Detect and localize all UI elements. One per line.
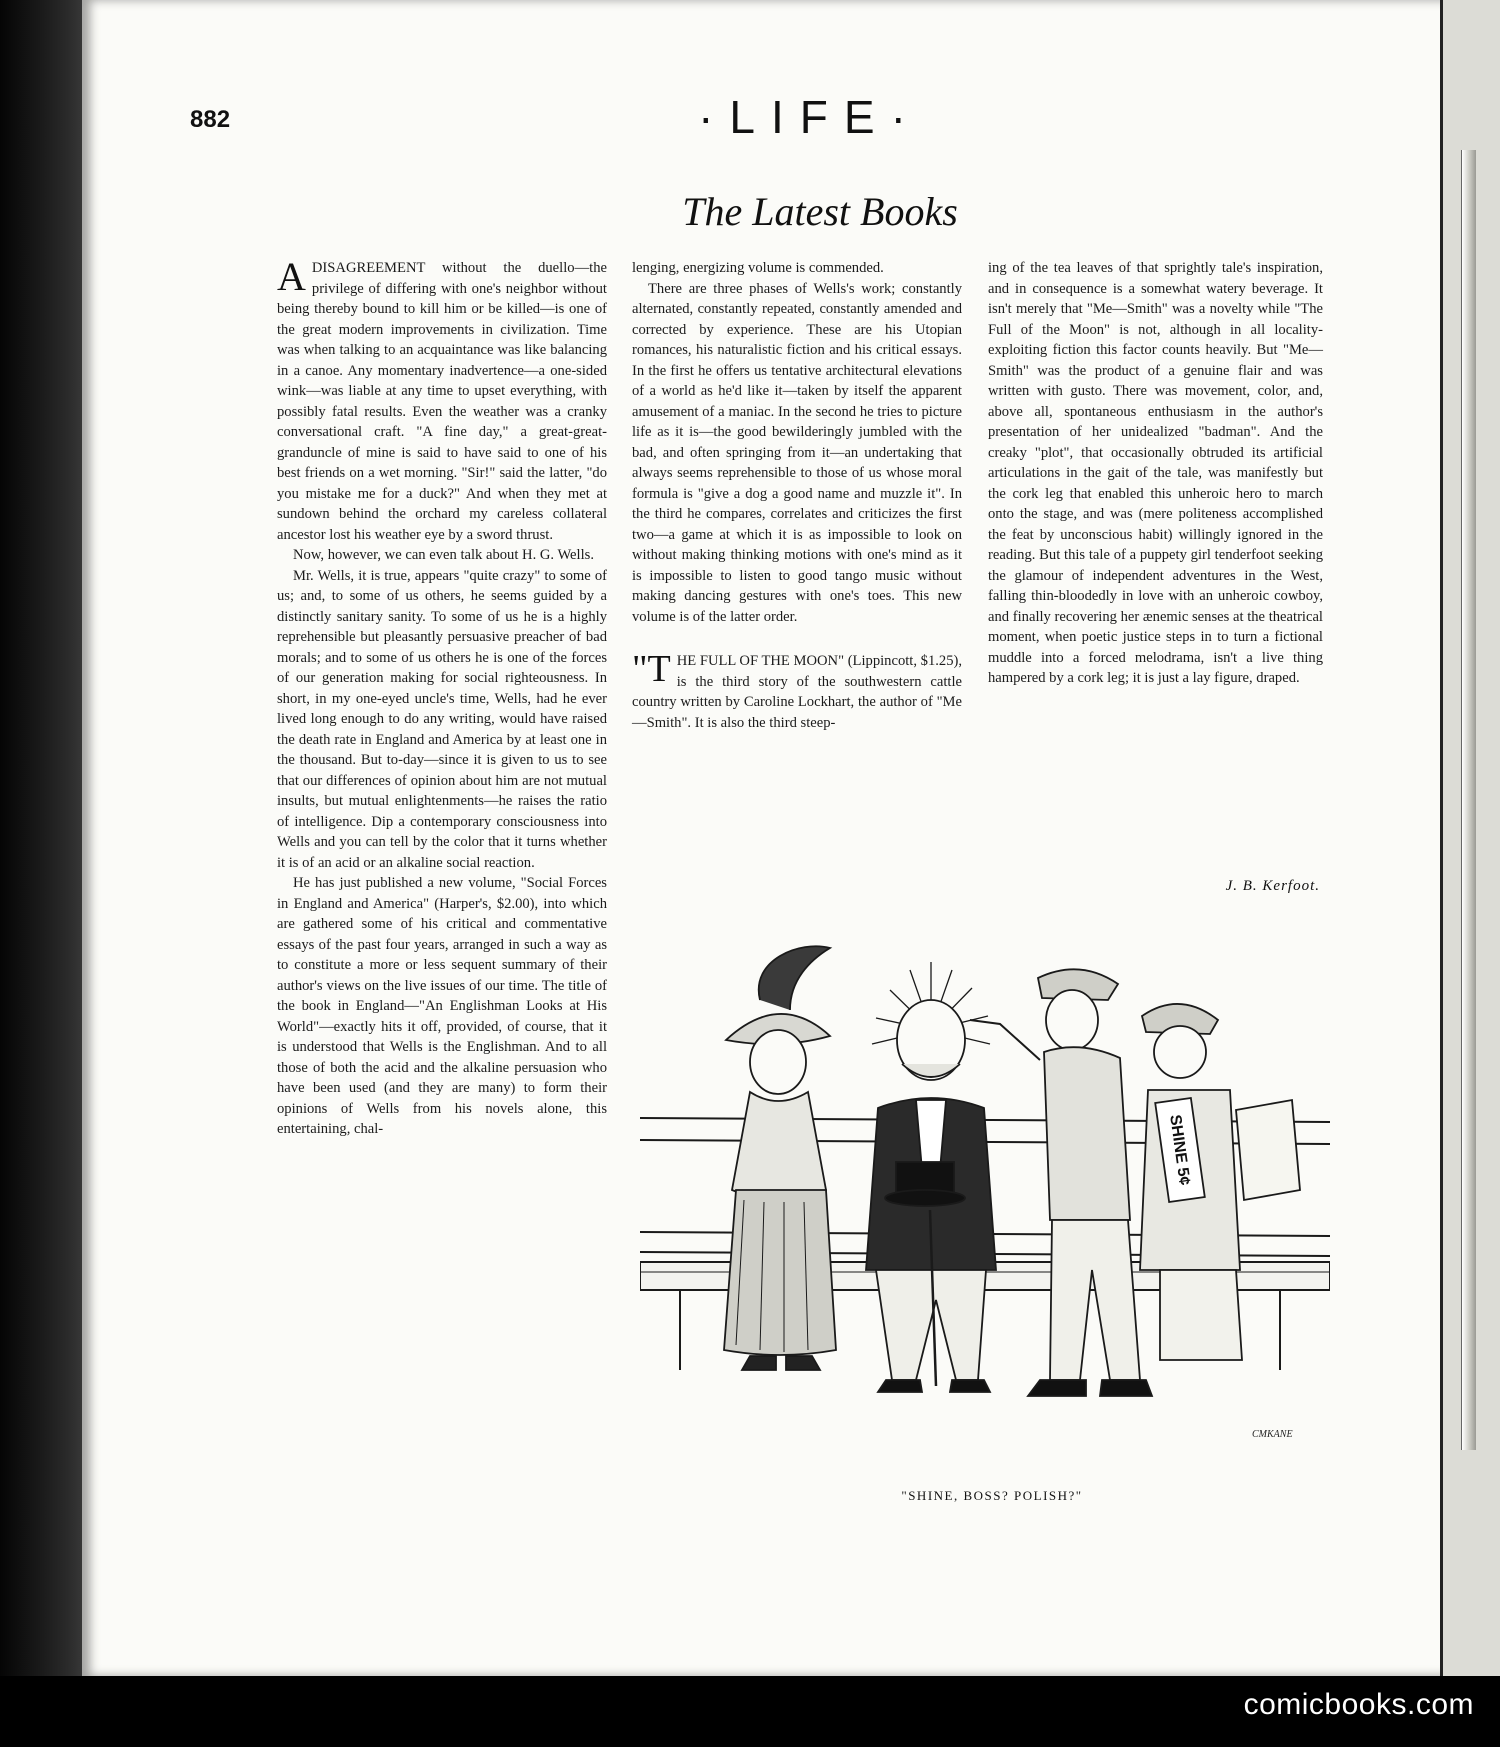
scan-binding-edge xyxy=(0,0,86,1676)
boy-face xyxy=(1154,1026,1206,1078)
artist-signature: CMKANE xyxy=(1252,1429,1293,1440)
hat-feather xyxy=(759,946,830,1010)
cartoon-caption: "SHINE, BOSS? POLISH?" xyxy=(901,1488,1083,1503)
woman-face xyxy=(750,1030,806,1094)
paragraph: lenging, energizing volume is commended. xyxy=(632,260,884,276)
paragraph: Mr. Wells, it is true, appears "quite crazy" to some of us; and, to some of us others, he seems guided by a distinctly sanitary sanity. To some of us he is a highly reprehensible but pleasantly persuasive preacher of bad morals; and to some of us others he is one of the forces of our generation making for social righteousness. In short, in my one-eyed uncle's time, Wells, had he ever lived long enough to do any writing, would have raised the death rate in England and America by at least one in the thousand. But to-day—since it is given to us to see that our differences of opinion about him are not mutual insults, but mutual enlightenments—he raises the ratio of intelligence. Dip a contemporary consciousness into Wells and you can tell by the color that it turns whether it is of an acid or an alkaline social reaction. xyxy=(277,567,607,871)
woman-blouse xyxy=(732,1092,826,1200)
woman-figure xyxy=(724,946,836,1370)
masthead: ·LIFE· xyxy=(698,91,922,143)
article-column-3 xyxy=(988,258,1323,689)
article-column-2 xyxy=(632,258,962,733)
pointing-arm xyxy=(970,1020,1040,1060)
page-fold xyxy=(1461,150,1476,1450)
drop-cap: "T xyxy=(632,648,671,690)
old-man-trousers xyxy=(876,1270,986,1380)
drop-cap: A xyxy=(277,254,306,299)
page-number: 882 xyxy=(190,106,231,133)
watermark-credit: comicbooks.com xyxy=(1243,1688,1474,1721)
paragraph-text: DISAGREEMENT without the duello—the privilege of differing with one's neighbor without being thereby bound to kill him or be killed—is one of the great modern improvements in civilization. Time was when talking to an acquaintance was like balancing in a canoe. Any momentary inadvertence—a one-sided wink—was liable at any time to upset everything, with possibly fatal results. Even the weather was a cranky conversational craft. "A fine day," a great-great-granduncle of mine is said to have said to one of his best friends on a wet morning. "Sir!" said the latter, "do you mistake me for a duck?" And when they met at sundown behind the orchard my careless collateral ancestor lost his weather eye by a sword thrust. xyxy=(277,260,607,543)
newspaper xyxy=(1236,1100,1300,1200)
paragraph: ing of the tea leaves of that sprightly tale's inspiration, and in consequence is a somewhat watery beverage. It isn't merely that "Me—Smith" was a novelty while "The Full of the Moon" is not, although in all locality-exploiting fiction this factor counts heavily. But "Me—Smith" was the product of a genuine flair and was written with gusto. There was movement, color, and, above all, spontaneous enthusiasm in the author's presentation of her unidealized "badman". And the creaky "plot", that occasionally obtruded its artificial articulations in the gait of the tale, was manifestly but the cork leg that enabled this unheroic hero to march onto the stage, and was (mere politeness accomplished the feat by unconscious habit) willingly ignored in the reading. But this tale of a puppety girl tenderfoot seeking the glamour of independent adventures in the West, falling thin-bloodedly in love with an unheroic cowboy, and finally recovering her ænemic senses at the theatrical moment, when poetic justice steps in to turn a fictional muddle into a forced melodrama, isn't a live thing hampered by a cork leg; it is just a lay figure, draped. xyxy=(988,260,1323,686)
article-column-1 xyxy=(277,254,607,1140)
shoeshine-man-jacket xyxy=(1044,1047,1130,1220)
next-page-edge xyxy=(1440,0,1500,1676)
paragraph: Now, however, we can even talk about H. G. Wells. xyxy=(293,547,594,563)
shine-sign-text: SHINE 5¢ xyxy=(1166,1113,1193,1187)
shoeshine-man-figure xyxy=(970,969,1152,1396)
author-signature: J. B. Kerfoot. xyxy=(1225,878,1320,894)
paragraph xyxy=(277,254,607,545)
mustache xyxy=(902,1064,960,1077)
paragraph: There are three phases of Wells's work; constantly alternated, constantly repeated, constantly amended and corrected by experience. These are his Utopian romances, his naturalistic fiction and his critical essays. In the first he offers us tentative architectural elevations of a world as he'd like it—taken by itself the apparent amusement of a maniac. In the second he tries to picture life as it is—the good bewilderingly jumbled with the bad, and often springing from it—an undertaking that always seems reprehensible to those of us whose moral formula is "give a dog a good name and muzzle it". In the third he compares, correlates and criticizes the first two—a game at which it is as impossible to look on without making thinking motions with one's mind as it is impossible to listen to good tango music without making dancing gestures with one's toes. This new volume is of the latter order. xyxy=(632,280,962,625)
old-man-figure xyxy=(866,1000,996,1392)
paragraph: He has just published a new volume, "Social Forces in England and America" (Harper's, $2.00), into which are gathered some of his critical and commentative essays of the past four years, arranged in such a way as to constitute a more or less sequent summary of their author's views on the live issues of our time. The title of the book in England—"An Englishman Looks at His World"—exactly hits it off, provided, of course, that it is understood that Wells is the Englishman. And to all those of both the acid and the alkaline persuasion who have been used (and they are many) to form their opinions of Wells from his novels alone, this entertaining, chal- xyxy=(277,875,607,1137)
shoeshine-boy-figure xyxy=(1140,1004,1300,1360)
paragraph-text: HE FULL OF THE MOON" (Lippincott, $1.25), is the third story of the southwestern cattle country written by Caroline Lockhart, the author of "Me—Smith". It is also the third steep- xyxy=(632,653,962,731)
woman-skirt xyxy=(724,1190,836,1355)
shoeshine-man-face xyxy=(1046,990,1098,1050)
paragraph xyxy=(632,648,962,733)
cartoon-illustration xyxy=(640,940,1330,1420)
section-title: The Latest Books xyxy=(682,189,958,234)
